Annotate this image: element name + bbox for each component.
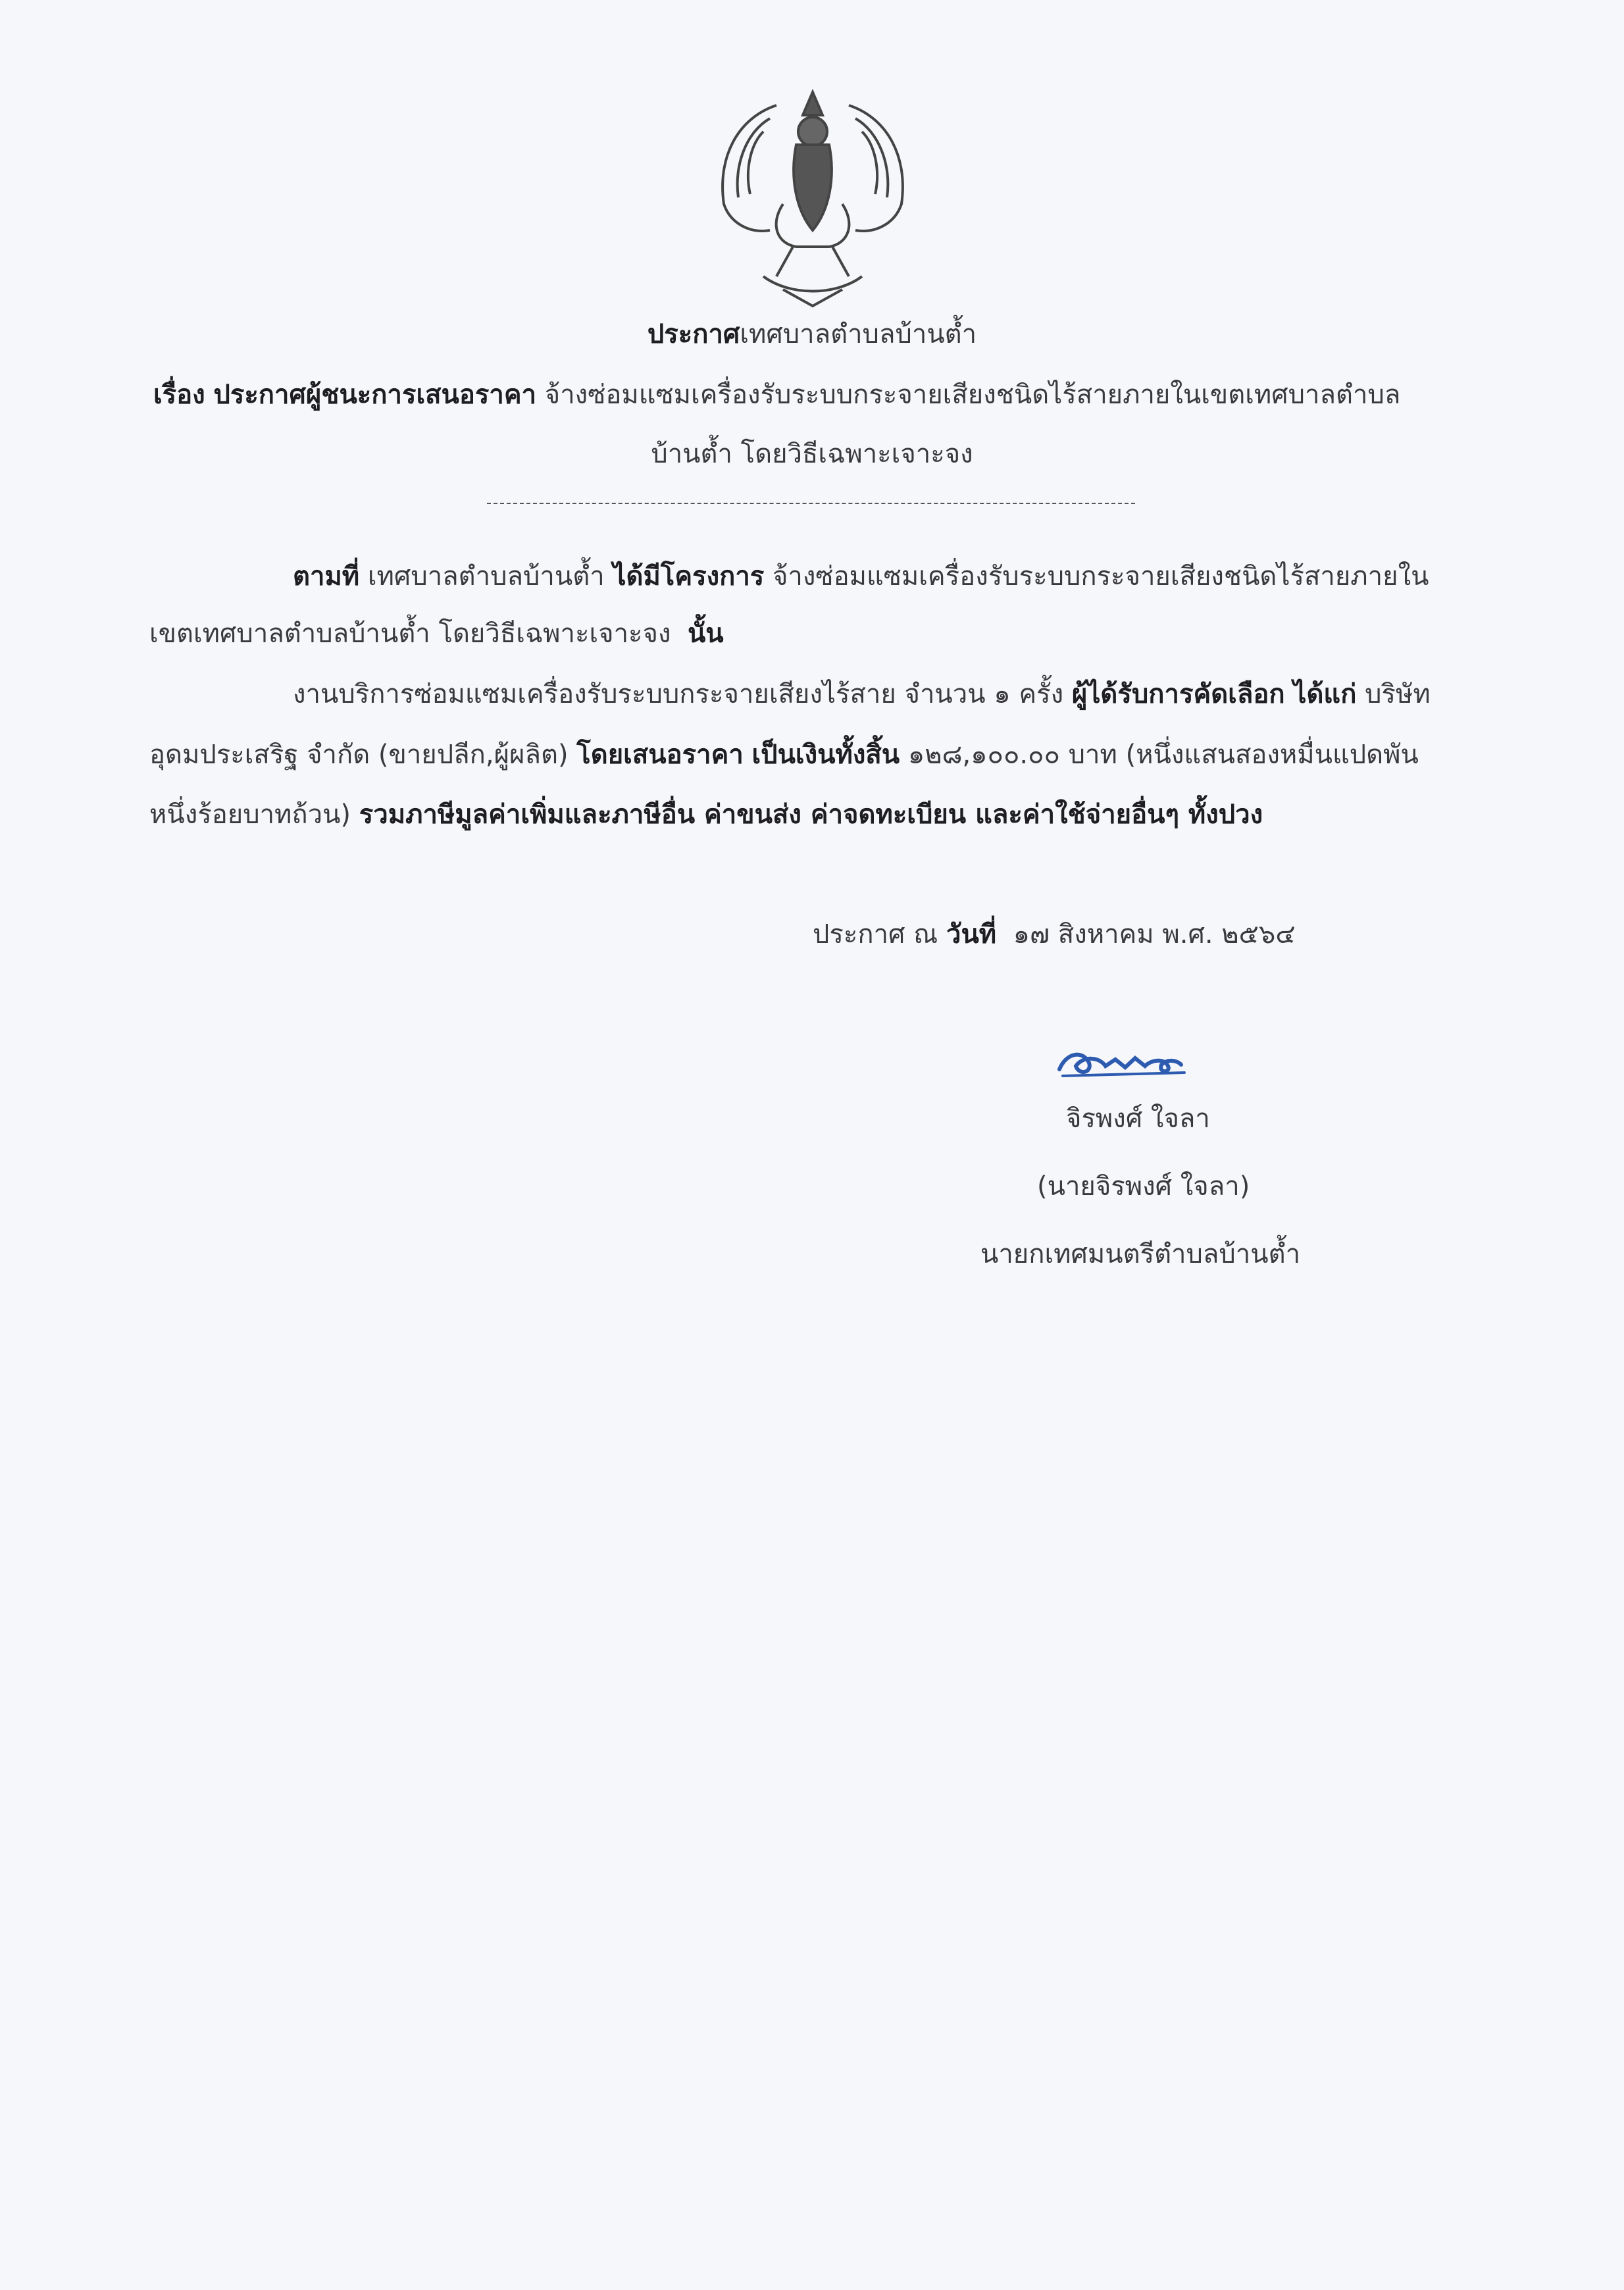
garuda-emblem-icon [698, 79, 928, 316]
p1-ending: นั้น [687, 619, 724, 649]
subject-text: จ้างซ่อมแซมเครื่องรับระบบกระจายเสียงชนิดไร้สายภายในเขตเทศบาลตำบล [544, 380, 1401, 410]
p2-amount-words: หนึ่งร้อยบาทถ้วน) [149, 800, 351, 830]
paragraph-2-line-1 [293, 676, 1431, 713]
announce-date-value: ๑๗ สิงหาคม พ.ศ. ๒๕๖๔ [1013, 919, 1296, 950]
p2-namely: ได้แก่ [1293, 679, 1357, 709]
subject-line-2: บ้านต้ำ โดยวิธีเฉพาะเจาะจง [651, 439, 973, 469]
p2-amount: ๑๒๘,๑๐๐.๐๐ บาท (หนึ่งแสนสองหมื่นแปดพัน [907, 740, 1419, 770]
subject-bold: ประกาศผู้ชนะการเสนอราคา [213, 380, 537, 410]
p1-line2-text: เขตเทศบาลตำบลบ้านต้ำ โดยวิธีเฉพาะเจาะจง [149, 619, 671, 649]
paragraph-2-line-2 [149, 736, 1419, 773]
p2-selected-label: ผู้ได้รับการคัดเลือก [1071, 679, 1285, 709]
paragraph-2-line-3 [149, 796, 1263, 833]
announce-prefix: ประกาศ ณ [813, 919, 938, 950]
page-title [0, 316, 1624, 353]
p1-lead: ตามที่ [293, 561, 360, 592]
p2-total-label: เป็นเงินทั้งสิ้น [751, 740, 900, 770]
announce-day-label: วันที่ [946, 919, 997, 950]
signatory-full-name: (นายจิรพงศ์ ใจลา) [1037, 1171, 1250, 1202]
signatory-name: จิรพงศ์ ใจลา [1066, 1104, 1210, 1134]
p2-offer: โดยเสนอราคา [576, 740, 744, 770]
p2-company-prefix: บริษัท [1365, 679, 1431, 709]
announce-date [813, 916, 1296, 953]
p1-text: จ้างซ่อมแซมเครื่องรับระบบกระจายเสียงชนิดไร้สายภายใน [772, 561, 1429, 592]
p1-org: เทศบาลตำบลบ้านต้ำ [367, 561, 605, 592]
p2-text-a: งานบริการซ่อมแซมเครื่องรับระบบกระจายเสียงไร้สาย จำนวน ๑ ครั้ง [293, 679, 1064, 709]
title-bold: ประกาศ [647, 319, 740, 349]
p2-tax-note: รวมภาษีมูลค่าเพิ่มและภาษีอื่น ค่าขนส่ง ค่าจดทะเบียน และค่าใช้จ่ายอื่นๆ ทั้งปวง [359, 800, 1263, 830]
title-org: เทศบาลตำบลบ้านต้ำ [740, 319, 977, 349]
p2-company: อุดมประเสริฐ จำกัด (ขายปลีก,ผู้ผลิต) [149, 740, 569, 770]
separator [487, 503, 1135, 504]
subject-line-1 [153, 376, 1400, 413]
signatory-position: นายกเทศมนตรีตำบลบ้านต้ำ [980, 1239, 1301, 1269]
p1-project: ได้มีโครงการ [613, 561, 765, 592]
paragraph-1-line-2 [149, 615, 724, 652]
subject-label: เรื่อง [153, 380, 205, 410]
paragraph-1-line-1 [293, 558, 1429, 595]
handwritten-signature-icon [1053, 1040, 1250, 1086]
